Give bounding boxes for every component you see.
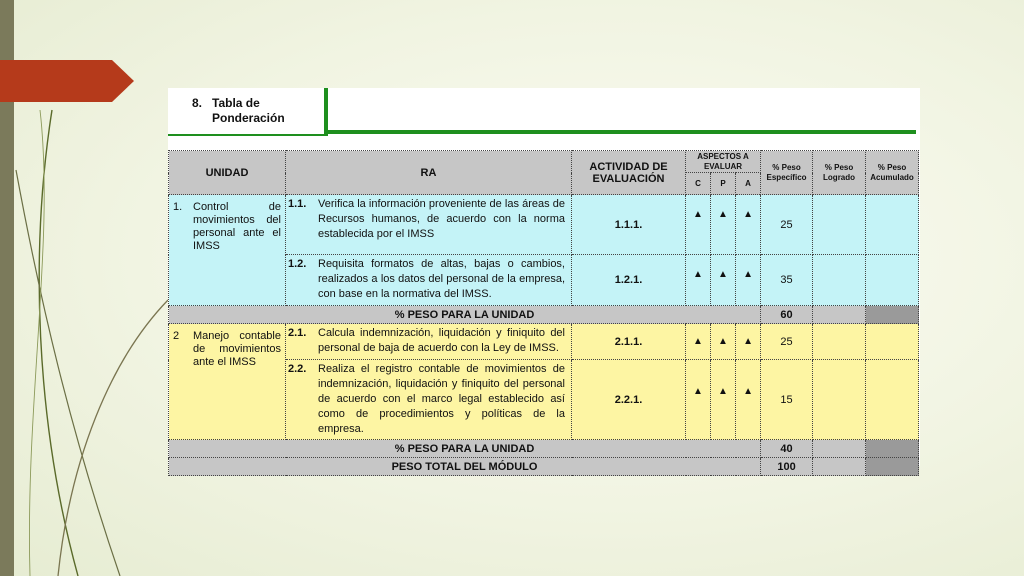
unit-name: Manejo contable de movimientos ante el IMSS	[193, 330, 281, 368]
header-peso-especifico-line1: % Peso	[772, 162, 801, 172]
peso-logrado	[813, 255, 866, 306]
header-c: C	[686, 173, 711, 195]
header-actividad	[572, 151, 686, 195]
peso-especifico: 25	[761, 324, 813, 360]
unit-number: 1.	[173, 201, 183, 213]
subtotal-row	[169, 440, 919, 458]
aspect-a: ▲	[736, 360, 761, 440]
aspect-p: ▲	[711, 324, 736, 360]
aspect-c: ▲	[686, 360, 711, 440]
peso-acumulado	[866, 195, 919, 255]
header-peso-logrado	[813, 151, 866, 195]
header-peso-logrado-line2: Logrado	[823, 172, 856, 182]
ra-text: Realiza el registro contable de movimientos de indemnización, liquidación y finiquito del personal de acuerdo con el marco legal establecido así como de procedimientos y políticas de la empresa.	[318, 363, 565, 435]
subtotal-logrado	[813, 306, 866, 324]
subtotal-logrado	[813, 440, 866, 458]
ra-cell	[286, 195, 572, 255]
subtotal-acumulado	[866, 440, 919, 458]
total-label: PESO TOTAL DEL MÓDULO	[169, 458, 761, 476]
total-acumulado	[866, 458, 919, 476]
subtotal-value: 60	[761, 306, 813, 324]
peso-especifico: 15	[761, 360, 813, 440]
header-peso-acumulado	[866, 151, 919, 195]
header-peso-acumulado-line1: % Peso	[877, 162, 907, 172]
document-image	[168, 88, 920, 473]
peso-logrado	[813, 360, 866, 440]
ra-number: 1.2.	[288, 258, 307, 270]
header-actividad-line1: ACTIVIDAD DE	[589, 160, 668, 173]
aspect-a: ▲	[736, 324, 761, 360]
peso-logrado	[813, 195, 866, 255]
total-row	[169, 458, 919, 476]
table-row	[169, 324, 919, 360]
ra-text: Calcula indemnización, liquidación y finiquito del personal de baja de acuerdo con la Ley de IMSS.	[318, 327, 565, 354]
total-value: 100	[761, 458, 813, 476]
activity-cell: 1.1.1.	[572, 195, 686, 255]
header-peso-especifico	[761, 151, 813, 195]
header-a: A	[736, 173, 761, 195]
aspect-c: ▲	[686, 195, 711, 255]
section-number: 8.	[192, 96, 203, 110]
header-ra: RA	[286, 151, 572, 195]
aspect-c: ▲	[686, 255, 711, 306]
peso-acumulado	[866, 360, 919, 440]
section-underline	[328, 130, 916, 134]
header-aspectos	[686, 151, 761, 173]
header-row	[169, 151, 919, 173]
aspect-c: ▲	[686, 324, 711, 360]
slide-arrow-tab	[0, 60, 134, 102]
header-aspectos-line2: EVALUAR	[703, 161, 743, 171]
ra-text: Requisita formatos de altas, bajas o cambios, realizados a los datos del personal de la empresa, con base en la normativa del IMSS.	[318, 258, 565, 300]
section-title-line1: Tabla de	[212, 96, 260, 110]
aspect-a: ▲	[736, 195, 761, 255]
aspect-a: ▲	[736, 255, 761, 306]
aspect-p: ▲	[711, 255, 736, 306]
activity-cell: 2.2.1.	[572, 360, 686, 440]
ra-number: 2.1.	[288, 327, 307, 339]
peso-especifico: 25	[761, 195, 813, 255]
activity-cell: 1.2.1.	[572, 255, 686, 306]
aspect-p: ▲	[711, 360, 736, 440]
ra-cell	[286, 324, 572, 360]
peso-especifico: 35	[761, 255, 813, 306]
peso-logrado	[813, 324, 866, 360]
header-unidad: UNIDAD	[169, 151, 286, 195]
unit-cell	[169, 324, 286, 440]
header-p: P	[711, 173, 736, 195]
activity-cell: 2.1.1.	[572, 324, 686, 360]
aspect-p: ▲	[711, 195, 736, 255]
section-title	[212, 96, 285, 126]
subtotal-value: 40	[761, 440, 813, 458]
ra-cell	[286, 255, 572, 306]
section-title-line2: Ponderación	[212, 111, 285, 125]
subtotal-label: % PESO PARA LA UNIDAD	[169, 440, 761, 458]
subtotal-row	[169, 306, 919, 324]
header-actividad-line2: EVALUACIÓN	[592, 172, 665, 185]
section-title-box	[168, 88, 328, 136]
peso-acumulado	[866, 255, 919, 306]
header-peso-logrado-line1: % Peso	[824, 162, 854, 172]
unit-number: 2	[173, 330, 180, 342]
total-logrado	[813, 458, 866, 476]
unit-name: Control de movimientos del personal ante el IMSS	[193, 201, 281, 252]
unit-cell	[169, 195, 286, 306]
table-row	[169, 195, 919, 255]
header-aspectos-line1: ASPECTOS A	[697, 151, 749, 161]
ra-number: 1.1.	[288, 198, 307, 210]
header-peso-especifico-line2: Específico	[766, 172, 807, 182]
ponderacion-table	[168, 150, 919, 476]
subtotal-acumulado	[866, 306, 919, 324]
peso-acumulado	[866, 324, 919, 360]
ra-text: Verifica la información proveniente de las áreas de Recursos humanos, de acuerdo con la norma establecida por el IMSS	[318, 198, 565, 240]
ra-cell	[286, 360, 572, 440]
ra-number: 2.2.	[288, 363, 307, 375]
header-peso-acumulado-line2: Acumulado	[870, 172, 914, 182]
subtotal-label: % PESO PARA LA UNIDAD	[169, 306, 761, 324]
